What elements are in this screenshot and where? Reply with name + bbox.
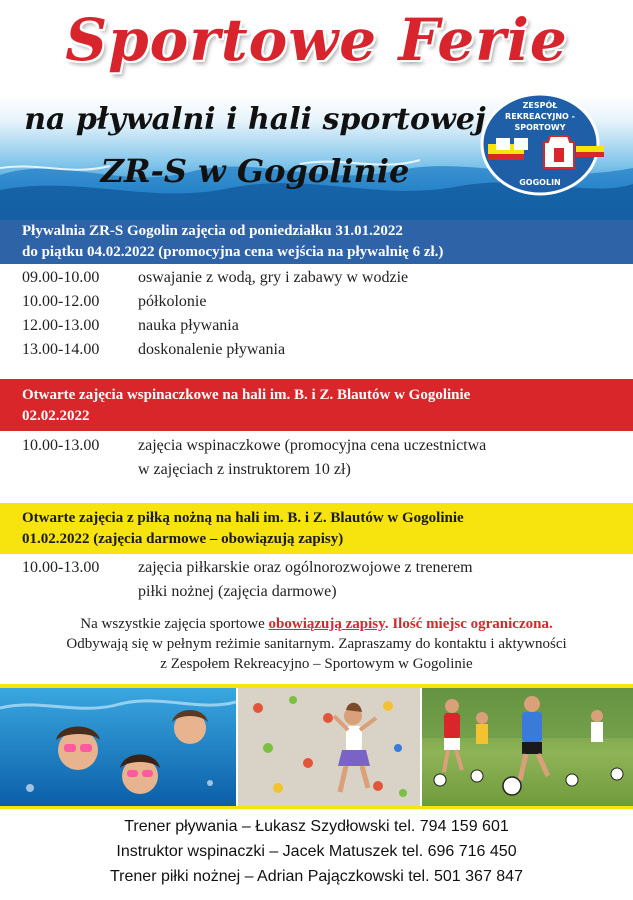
swimming-heading-bar <box>0 220 633 264</box>
info-line3: z Zespołem Rekreacyjno – Sportowym w Gogolinie <box>160 656 473 672</box>
climbing-row <box>22 434 622 484</box>
climbing-heading-line1: Otwarte zajęcia wspinaczkowe na hali im. B. i Z. Blautów w Gogolinie <box>22 387 471 403</box>
swimming-photo <box>0 688 236 806</box>
climbing-heading-line2: 02.02.2022 <box>22 408 90 424</box>
schedule-activity: nauka pływania <box>138 317 239 334</box>
info-line1 <box>0 614 633 634</box>
logo-text-gogolin: GOGOLIN <box>519 178 561 187</box>
climbing-photo <box>238 688 420 806</box>
subtitle-line2: ZR-S w Gogolinie <box>100 152 410 190</box>
info-line2: Odbywają się w pełnym reżimie sanitarnym. Zapraszamy do kontaktu i aktywności <box>66 636 567 652</box>
football-heading-bar <box>0 503 633 554</box>
page-title: Sportowe Ferie <box>65 6 568 74</box>
logo-sport-icon <box>514 138 528 150</box>
schedule-activity: oswajanie z wodą, gry i zabawy w wodzie <box>138 269 409 286</box>
football-activity-line2: piłki nożnej (zajęcia darmowe) <box>138 583 337 600</box>
football-activity-line1: zajęcia piłkarskie oraz ogólnorozwojowe z trenerem <box>138 559 473 576</box>
climbing-heading-bar <box>0 379 633 431</box>
swimming-heading <box>22 221 622 263</box>
info-text <box>0 614 633 674</box>
football-heading-line1: Otwarte zajęcia z piłką nożną na hali im. B. i Z. Blautów w Gogolinie <box>22 510 464 526</box>
climbing-activity-line1: zajęcia wspinaczkowe (promocyjna cena uczestnictwa <box>138 437 487 454</box>
schedule-activity: półkolonie <box>138 293 207 310</box>
climbing-heading <box>22 385 622 427</box>
info-line1-prefix: Na wszystkie zajęcia sportowe <box>80 616 265 632</box>
schedule-time: 10.00-12.00 <box>22 293 100 310</box>
football-heading-line2: 01.02.2022 (zajęcia darmowe – obowiązują zapisy) <box>22 531 344 547</box>
football-row <box>22 556 622 606</box>
contact-football-coach: Trener piłki nożnej – Adrian Pajączkowski tel. 501 367 847 <box>110 868 523 885</box>
info-separator: . <box>384 616 393 632</box>
contact-swimming-coach: Trener pływania – Łukasz Szydłowski tel. 794 159 601 <box>124 818 509 835</box>
photo-strip <box>0 688 633 806</box>
football-photo <box>422 688 633 806</box>
header-banner <box>0 0 633 220</box>
logo-text-2: REKREACYJNO - <box>505 112 575 121</box>
info-limited-places: Ilość miejsc ograniczona. <box>392 616 553 632</box>
yellow-divider <box>0 806 633 809</box>
schedule-activity: doskonalenie pływania <box>138 341 286 358</box>
contact-climbing-instructor: Instruktor wspinaczki – Jacek Matuszek tel. 696 716 450 <box>116 843 517 860</box>
info-registration-required: obowiązują zapisy <box>268 616 385 632</box>
climbing-activity <box>138 434 633 482</box>
schedule-time: 13.00-14.00 <box>22 341 100 358</box>
climbing-activity-line2: w zajęciach z instruktorem 10 zł) <box>138 461 351 478</box>
swimming-heading-line2: do piątku 04.02.2022 (promocyjna cena wejścia na pływalnię 6 zł.) <box>22 244 444 260</box>
football-activity <box>138 556 633 604</box>
logo-sport-icon <box>496 138 510 150</box>
logo-stripe-red <box>488 154 524 160</box>
subtitle-line1: na pływalni i hali sportowej <box>24 102 486 137</box>
schedule-time: 09.00-10.00 <box>22 269 100 286</box>
logo-text-3: SPORTOWY <box>514 123 566 132</box>
swimming-heading-line1: Pływalnia ZR-S Gogolin zajęcia od poniedziałku 31.01.2022 <box>22 223 403 239</box>
logo-text-1: ZESPÓŁ <box>522 101 558 110</box>
zrs-gogolin-logo <box>478 88 608 196</box>
football-time: 10.00-13.00 <box>22 559 100 576</box>
climbing-time: 10.00-13.00 <box>22 437 100 454</box>
schedule-time: 12.00-13.00 <box>22 317 100 334</box>
football-heading <box>22 508 622 550</box>
